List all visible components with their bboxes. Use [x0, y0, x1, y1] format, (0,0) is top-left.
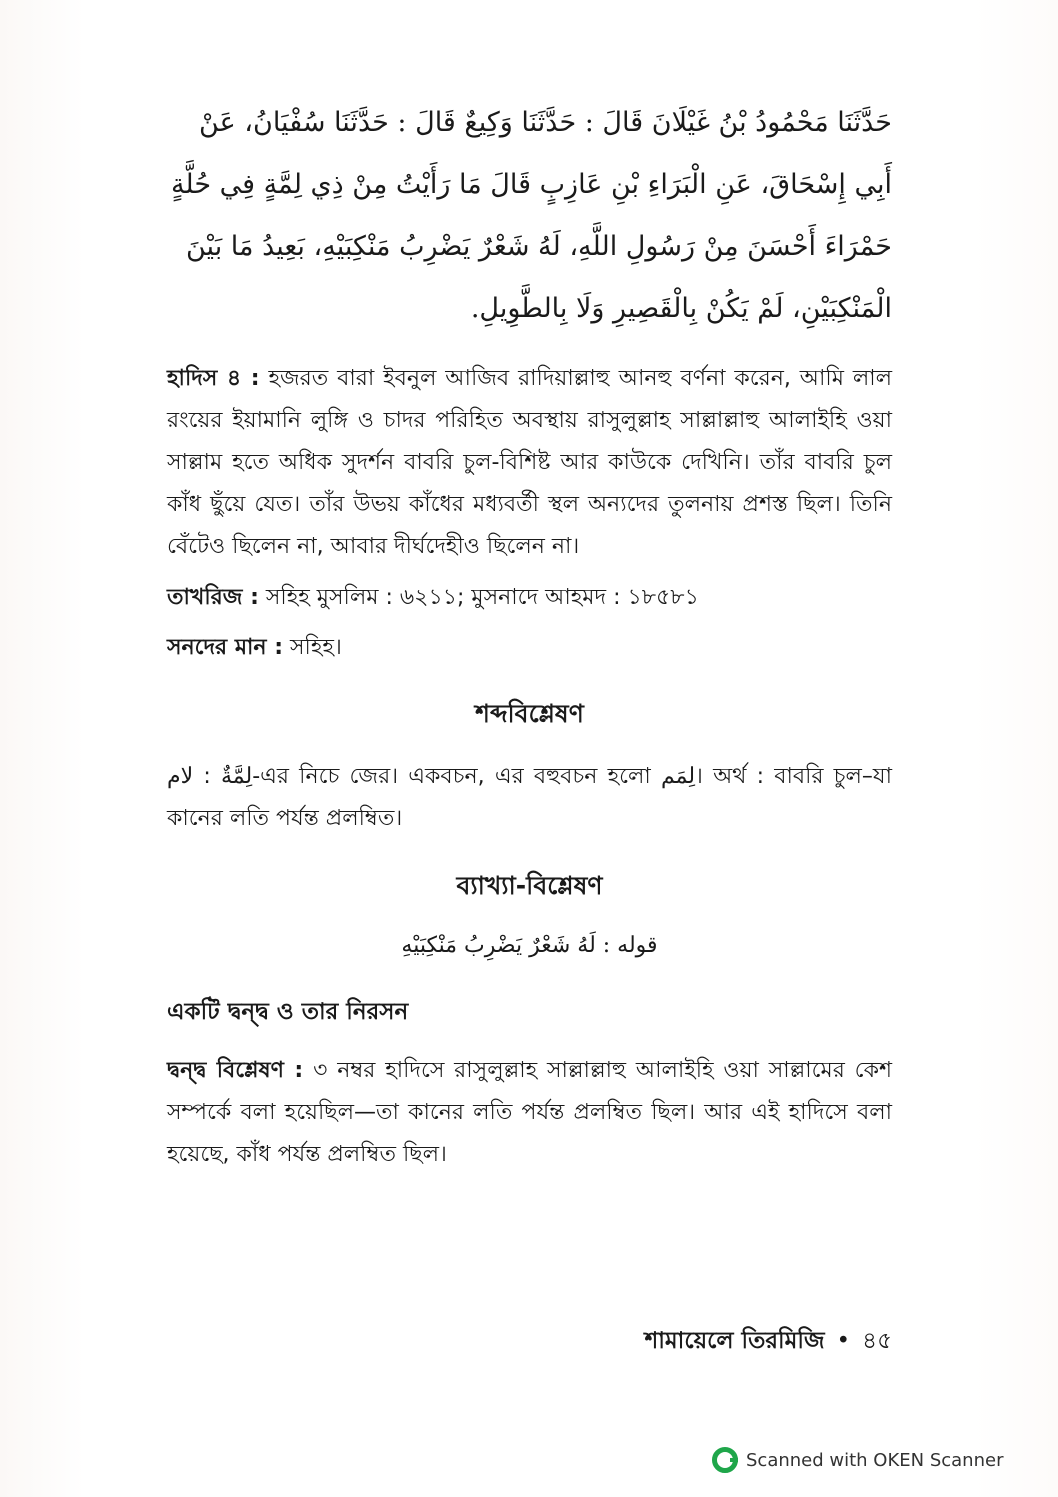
page-number: ৪৫ — [862, 1328, 892, 1354]
scanner-watermark — [712, 1447, 1003, 1473]
scanner-text: Scanned with OKEN Scanner — [746, 1449, 1004, 1471]
takhrij-text: সহিহ মুসলিম : ৬২১১; মুসনাদে আহমদ : ১৮৫৮১ — [265, 585, 699, 610]
hadith-text: হজরত বারা ইবনুল আজিব রাদিয়াল্লাহু আনহু বর্ণনা করেন, আমি লাল রংয়ের ইয়ামানি লুঙ্গি ও চাদর পরিহিত অবস্থায় রাসুলুল্লাহ সাল্লাল্লাহু আলাইহি ওয়া সাল্লাম হতে অধিক সুদর্শন বাবরি চুল-বিশিষ্ট আর কাউকে দেখিনি। তাঁর বাবরি চুল কাঁধ ছুঁয়ে যেত। তাঁর উভয় কাঁধের মধ্যবর্তী স্থল অন্যদের তুলনায় প্রশস্ত ছিল। তিনি বেঁটেও ছিলেন না, আবার দীর্ঘদেহীও ছিলেন না। — [167, 366, 892, 559]
conflict-label: দ্বন্দ্ব বিশ্লেষণ : — [167, 1058, 304, 1083]
sanad-label: সনদের মান : — [167, 635, 284, 660]
footer-bullet: • — [836, 1328, 851, 1354]
takhrij-line — [167, 578, 892, 618]
sanad-line — [167, 628, 892, 668]
book-title: শামায়েলে তিরমিজি — [644, 1328, 825, 1354]
oken-logo-icon — [712, 1447, 738, 1473]
word-analysis-part2: । অর্থ : বাবরি চুল–যা কানের লতি পর্যন্ত প্রলম্বিত। — [167, 764, 892, 831]
arabic-line: حَدَّثَنَا مَحْمُودُ بْنُ غَيْلَانَ قَالَ : حَدَّثَنَا وَكِيعٌ قَالَ : حَدَّثَنَا سُفْيَانُ، عَنْ — [199, 107, 892, 138]
conflict-text: ৩ নম্বর হাদিসে রাসুলুল্লাহ সাল্লাল্লাহু আলাইহি ওয়া সাল্লামের কেশ সম্পর্কে বলা হয়েছিল—তা কানের লতি পর্যন্ত প্রলম্বিত ছিল। আর এই হাদিসে বলা হয়েছে, কাঁধ পর্যন্ত প্রলম্বিত ছিল। — [167, 1058, 892, 1167]
sanad-text: সহিহ। — [290, 635, 342, 660]
word-analysis-part1: -এর নিচে জের। একবচন, এর বহুবচন হলো — [252, 764, 661, 789]
arabic-line: أَبِي إِسْحَاقَ، عَنِ الْبَرَاءِ بْنِ عَازِبٍ قَالَ مَا رَأَيْتُ مِنْ ذِي لِمَّةٍ فِي حُلَّةٍ — [170, 169, 892, 200]
explanation-heading: ব্যাখ্যা-বিশ্লেষণ — [456, 871, 603, 900]
arabic-line: حَمْرَاءَ أَحْسَنَ مِنْ رَسُولِ اللَّهِ، لَهُ شَعْرٌ يَضْرِبُ مَنْكِبَيْهِ، بَعِيدُ مَا بَيْنَ — [186, 231, 892, 262]
term-arabic: لِمَّةٌ — [220, 764, 253, 789]
word-analysis-text — [167, 756, 892, 840]
hadith-label: হাদিস ৪ : — [167, 366, 260, 391]
takhrij-label: তাখরিজ : — [167, 585, 259, 610]
plural-arabic: لِمَم — [660, 764, 696, 789]
explanation-quote-arabic: قوله : لَهُ شَعْرٌ يَضْرِبُ مَنْكِبَيْهِ — [401, 933, 658, 958]
letter-arabic: لام — [167, 764, 194, 789]
conflict-analysis — [167, 1050, 892, 1176]
arabic-line: الْمَنْكِبَيْنِ، لَمْ يَكُنْ بِالْقَصِيرِ وَلَا بِالطَّوِيلِ. — [470, 293, 892, 324]
page-footer — [645, 1322, 892, 1361]
hadith-translation — [167, 358, 892, 568]
hadith-arabic-text — [167, 92, 892, 340]
word-analysis-heading: শব্দবিশ্লেষণ — [475, 699, 584, 728]
term-colon: : — [193, 764, 221, 789]
page-content — [167, 92, 892, 1186]
conflict-subheading: একটি দ্বন্দ্ব ও তার নিরসন — [167, 999, 409, 1025]
